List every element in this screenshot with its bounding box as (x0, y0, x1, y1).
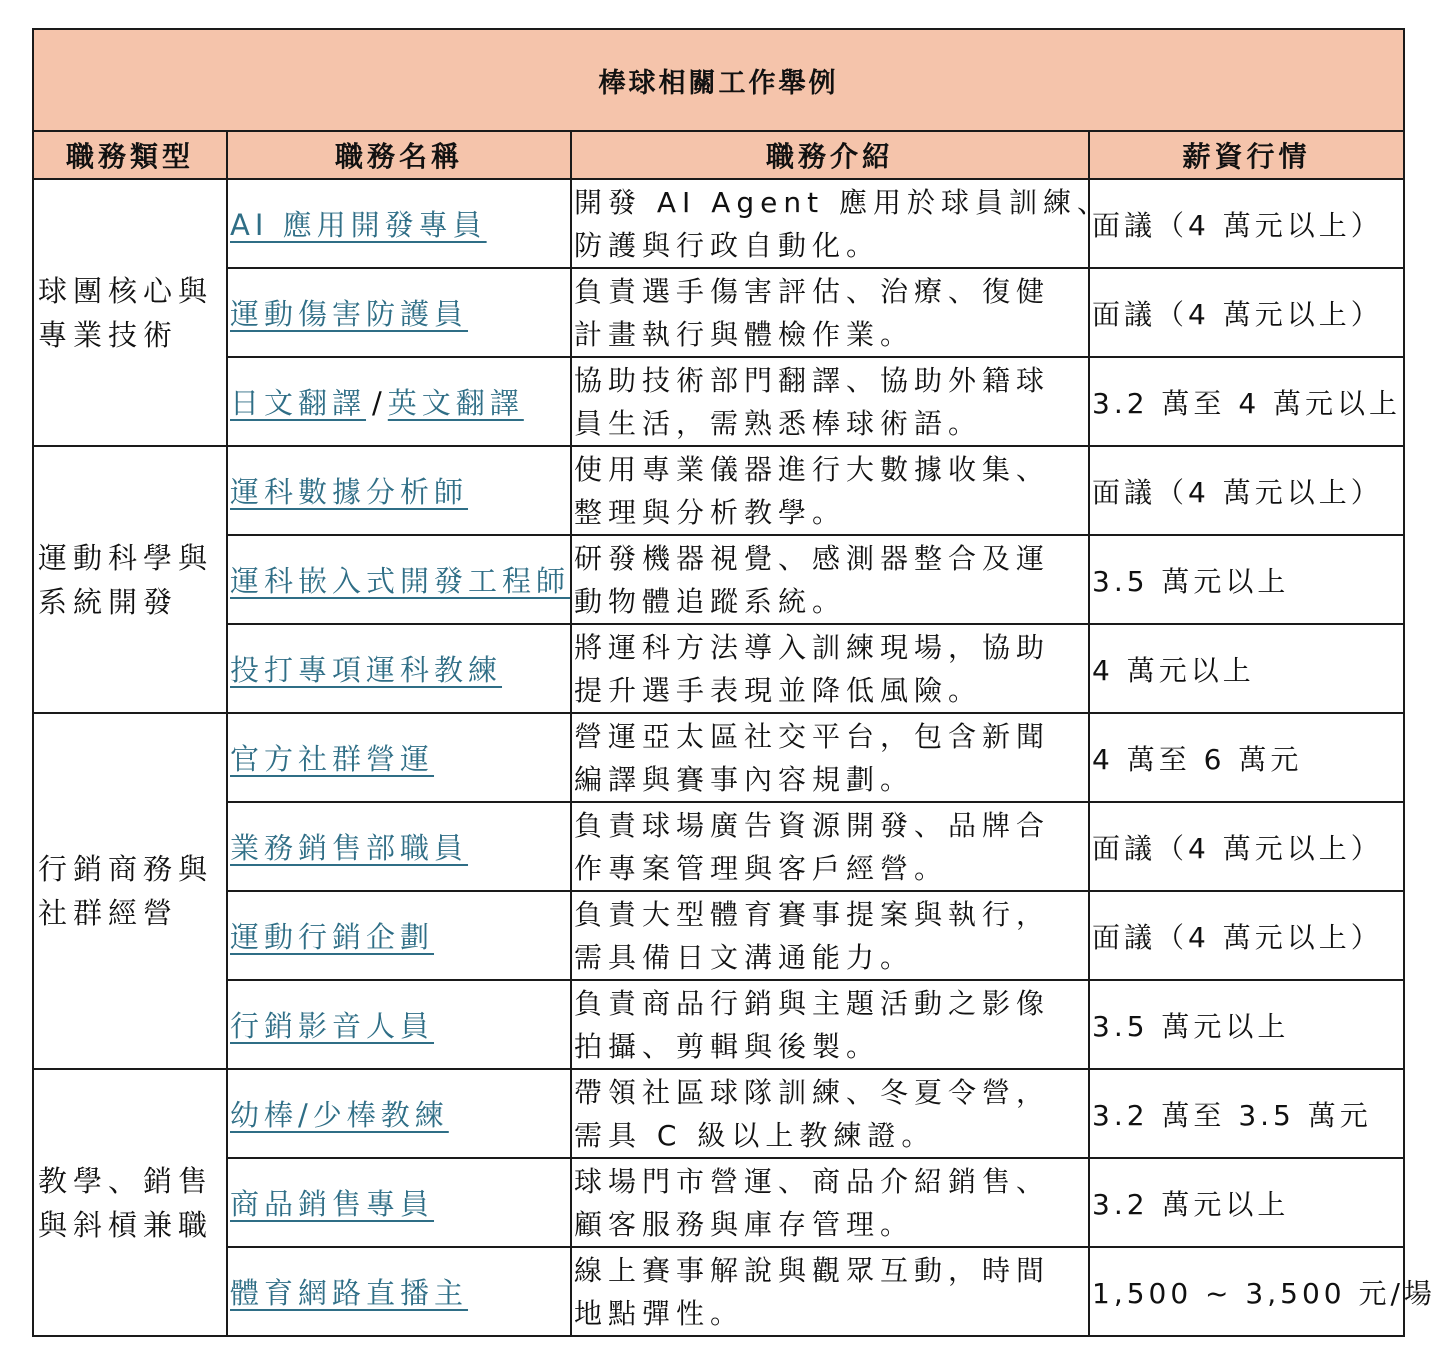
job-name-link[interactable]: 體育網路直播主 (230, 1276, 469, 1310)
category-cell (33, 179, 227, 446)
job-name-cell (227, 1069, 571, 1158)
job-name-link[interactable]: 行銷影音人員 (230, 1009, 435, 1043)
description-line: 提升選手表現並降低風險。 (574, 673, 983, 707)
salary-cell: 3.2 萬元以上 (1089, 1158, 1404, 1247)
description-line: 將運科方法導入訓練現場，協助 (574, 630, 1051, 664)
description-line: 地點彈性。 (574, 1296, 745, 1330)
header-row (33, 131, 1404, 179)
salary-cell: 3.2 萬至 4 萬元以上 (1089, 357, 1404, 446)
description-line: 負責大型體育賽事提案與執行， (574, 897, 1051, 931)
job-name-link[interactable]: 幼棒/少棒教練 (230, 1098, 449, 1132)
salary-cell: 面議（4 萬元以上） (1089, 891, 1404, 980)
table-row (33, 891, 1404, 980)
job-description-cell (571, 179, 1111, 268)
table-row (33, 1158, 1404, 1247)
job-description-cell (571, 713, 1089, 802)
description-line: 作專案管理與客戶經營。 (574, 851, 949, 885)
salary-cell: 面議（4 萬元以上） (1089, 446, 1404, 535)
job-name-cell (227, 713, 571, 802)
table-row (33, 1247, 1404, 1336)
category-line: 社群經營 (38, 896, 179, 930)
header-category: 職務類型 (33, 131, 227, 179)
job-name-cell (227, 1247, 571, 1336)
description-line: 球場門市營運、商品介紹銷售、 (574, 1164, 1051, 1198)
table-row (33, 802, 1404, 891)
job-name-cell (227, 1158, 571, 1247)
salary-cell: 4 萬至 6 萬元 (1089, 713, 1404, 802)
job-description-cell (571, 802, 1089, 891)
header-description: 職務介紹 (571, 131, 1089, 179)
description-line: 協助技術部門翻譯、協助外籍球 (574, 363, 1051, 397)
table-row (33, 268, 1404, 357)
job-name-cell (227, 624, 571, 713)
job-name-cell (227, 802, 571, 891)
description-line: 需具 C 級以上教練證。 (574, 1118, 936, 1152)
job-description-cell (571, 268, 1089, 357)
job-name-link[interactable]: 運科數據分析師 (230, 475, 469, 509)
job-name-link[interactable]: 日文翻譯 (230, 386, 367, 420)
salary-cell: 1,500 ~ 3,500 元/場 (1089, 1247, 1404, 1336)
job-name-cell (227, 446, 571, 535)
table-title: 棒球相關工作舉例 (33, 29, 1404, 131)
job-description-cell (571, 624, 1089, 713)
description-line: 編譯與賽事內容規劃。 (574, 762, 915, 796)
description-line: 負責商品行銷與主題活動之影像 (574, 986, 1051, 1020)
job-name-link[interactable]: 運科嵌入式開發工程師 (230, 564, 571, 598)
category-cell (33, 1069, 227, 1336)
job-name-link[interactable]: 業務銷售部職員 (230, 831, 469, 865)
category-line: 專業技術 (38, 317, 179, 352)
description-line: 線上賽事解說與觀眾互動，時間 (574, 1253, 1051, 1287)
salary-cell: 3.5 萬元以上 (1089, 535, 1404, 624)
name-separator: / (372, 386, 382, 420)
table-row (33, 357, 1404, 446)
salary-cell: 面議（4 萬元以上） (1089, 802, 1404, 891)
category-line: 教學、銷售 (38, 1163, 214, 1198)
salary-cell: 3.5 萬元以上 (1089, 980, 1404, 1069)
job-examples-table (32, 28, 1436, 1337)
salary-cell: 面議（4 萬元以上） (1089, 268, 1404, 357)
job-name-cell (227, 179, 571, 268)
description-line: 研發機器視覺、感測器整合及運 (574, 541, 1051, 575)
description-line: 需具備日文溝通能力。 (574, 940, 915, 974)
category-line: 行銷商務與 (38, 852, 214, 886)
table-row (33, 713, 1404, 802)
table-row (33, 535, 1404, 624)
category-line: 系統開發 (38, 584, 179, 619)
category-line: 球團核心與 (38, 273, 214, 308)
category-cell (33, 446, 227, 713)
job-name-cell (227, 357, 571, 446)
job-description-cell (571, 891, 1089, 980)
description-line: 防護與行政自動化。 (574, 228, 881, 262)
job-name-link[interactable]: 運動行銷企劃 (230, 920, 435, 954)
table-row (33, 624, 1404, 713)
job-name-link[interactable]: 投打專項運科教練 (230, 653, 503, 687)
job-description-cell (571, 535, 1089, 624)
category-line: 運動科學與 (38, 540, 214, 575)
job-description-cell (571, 446, 1089, 535)
description-line: 使用專業儀器進行大數據收集、 (574, 452, 1051, 486)
job-name-link[interactable]: 官方社群營運 (230, 742, 435, 776)
job-name-cell (227, 535, 571, 624)
table-row (33, 179, 1404, 268)
category-cell (33, 713, 227, 1069)
description-line: 員生活，需熟悉棒球術語。 (574, 406, 983, 440)
job-description-cell (571, 1158, 1089, 1247)
salary-cell: 面議（4 萬元以上） (1089, 179, 1404, 268)
job-description-cell (571, 1069, 1089, 1158)
table-row (33, 446, 1404, 535)
job-name-link[interactable]: 英文翻譯 (387, 386, 524, 420)
description-line: 開發 AI Agent 應用於球員訓練、 (574, 185, 1111, 219)
salary-cell: 3.2 萬至 3.5 萬元 (1089, 1069, 1404, 1158)
job-name-link[interactable]: AI 應用開發專員 (230, 208, 487, 242)
job-description-cell (571, 357, 1089, 446)
description-line: 負責球場廣告資源開發、品牌合 (574, 808, 1051, 842)
table-body (33, 179, 1436, 1336)
description-line: 整理與分析教學。 (574, 495, 847, 529)
table-row (33, 1069, 1404, 1158)
salary-cell: 4 萬元以上 (1089, 624, 1404, 713)
description-line: 營運亞太區社交平台，包含新聞 (574, 719, 1051, 753)
description-line: 拍攝、剪輯與後製。 (574, 1029, 881, 1063)
job-name-cell (227, 980, 571, 1069)
header-job-name: 職務名稱 (227, 131, 571, 179)
table-row (33, 980, 1404, 1069)
job-name-link[interactable]: 運動傷害防護員 (230, 297, 469, 331)
category-line: 與斜槓兼職 (38, 1207, 214, 1242)
job-name-cell (227, 891, 571, 980)
description-line: 計畫執行與體檢作業。 (574, 317, 915, 351)
job-description-cell (571, 980, 1089, 1069)
description-line: 顧客服務與庫存管理。 (574, 1207, 915, 1241)
header-salary: 薪資行情 (1089, 131, 1404, 179)
description-line: 帶領社區球隊訓練、冬夏令營， (574, 1075, 1051, 1109)
description-line: 動物體追蹤系統。 (574, 584, 847, 618)
job-name-cell (227, 268, 571, 357)
job-description-cell (571, 1247, 1089, 1336)
description-line: 負責選手傷害評估、治療、復健 (574, 274, 1051, 308)
job-name-link[interactable]: 商品銷售專員 (230, 1187, 435, 1221)
